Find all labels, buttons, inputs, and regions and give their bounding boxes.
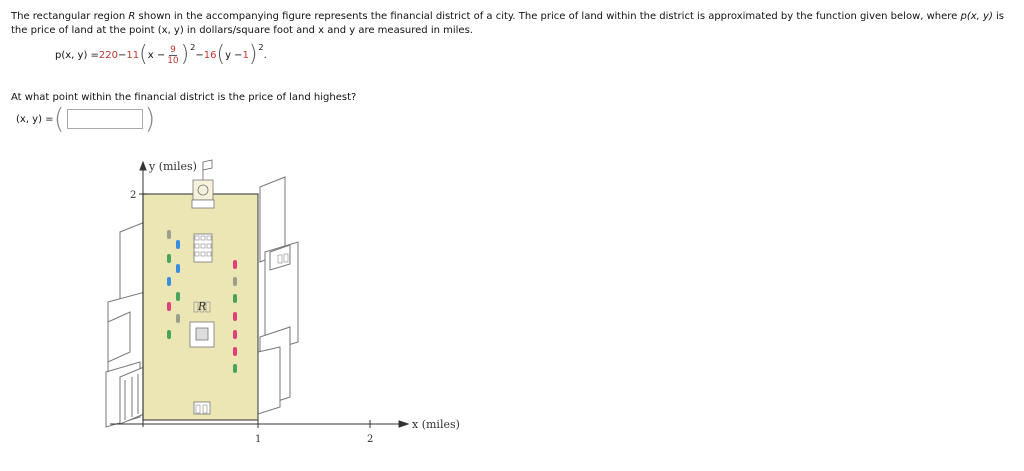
region-label: R [198, 300, 207, 313]
answer-input[interactable] [67, 109, 143, 129]
x-axis-label: x (miles) [412, 418, 460, 431]
x-tick-1: 1 [255, 434, 262, 445]
y-axis-label: y (miles) [149, 160, 197, 173]
right-paren: ) [144, 102, 156, 135]
x-tick-2: 2 [367, 434, 374, 445]
fraction-9-10: $\frac{9}{10}$ [167, 44, 179, 66]
price-formula: p(x, y) = 220 − 11 ( x − $\frac{9}{10}$ ) 2 − 16 ( y − 1 ) 2 . [55, 42, 267, 67]
answer-row [16, 102, 156, 135]
left-paren: ( [53, 102, 65, 135]
question-text: At what point within the financial district is the price of land highest? [11, 92, 357, 103]
problem-statement: The rectangular region R shown in the accompanying figure represents the financial district of a city. The price of land within the district is approximated by the function given below, where p(x, y) is the price of land at the point (x, y) in dollars/square foot and x and y are measured in miles. [11, 11, 1005, 36]
city-district-figure [100, 152, 460, 467]
answer-label: (x, y) = [16, 113, 54, 125]
y-tick-2: 2 [130, 190, 137, 201]
